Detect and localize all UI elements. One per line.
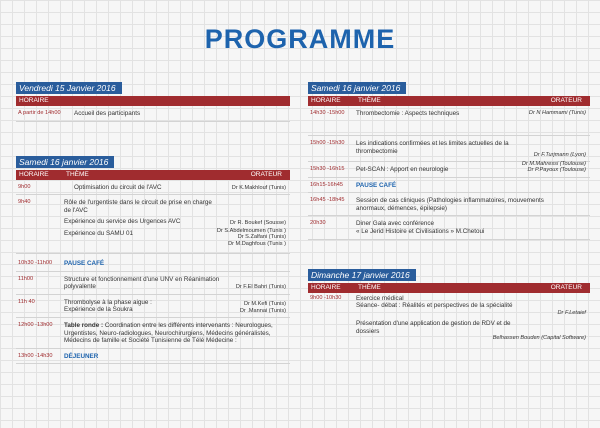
row-theme [356, 220, 570, 235]
day-section-vendredi [16, 78, 290, 122]
header-horaire: HORAIRE [19, 97, 49, 104]
row-orateur: Belhassen Bouden (Capital Software) [492, 335, 586, 342]
schedule-row [308, 106, 590, 136]
header-bar [308, 283, 590, 293]
theme-line: Thrombolyse à la phase aigue : [64, 298, 152, 306]
row-time: 16h15-16h45 [310, 181, 343, 188]
row-theme: Optimisation du circuit de l'AVC [74, 183, 162, 191]
row-time: 15h30 -16h15 [310, 166, 345, 172]
row-time: 16h45 -18h45 [310, 197, 345, 204]
row-orateur: Dr F.Turjmann (Lyon) [533, 151, 586, 158]
day-section-samedi-afternoon [308, 78, 590, 240]
row-time: 10h30 -11h00 [18, 259, 53, 266]
speaker: Dr P.Payoux (Toulouse) [527, 167, 586, 174]
sub-theme: Expérience du SAMU 01 [64, 229, 133, 237]
row-theme: Session de cas cliniques (Pathologies inflammatoires, mouvements anormaux, démences, épilepsie) [356, 197, 544, 212]
sub-orateur: Dr R. Boukef (Sousse) [230, 219, 286, 226]
speaker: Dr S.Abdelmoumen (Tunis ) [216, 227, 286, 234]
theme-line: Exercice médical [356, 294, 404, 302]
row-orateur: Dr F.Letaief [557, 309, 586, 316]
header-horaire: HORAIRE [19, 170, 49, 178]
row-theme: Les indications confirmées et les limites actuelles de la thrombectomie [356, 140, 509, 155]
row-time: 20h30 [310, 220, 326, 227]
theme-line: Diner Gala avec conférence [356, 220, 435, 228]
row-theme [356, 295, 520, 310]
header-orateur: ORATEUR [250, 170, 282, 178]
row-orateur-list [240, 301, 286, 314]
row-theme: Accueil des participants [74, 110, 141, 117]
sub-item [16, 218, 290, 226]
page-title: PROGRAMME [204, 24, 396, 54]
row-theme: PAUSE CAFÉ [64, 259, 105, 267]
schedule-row [308, 216, 590, 239]
schedule-row [308, 193, 590, 216]
sub-orateur-list [217, 228, 286, 247]
speaker: Dr M.Daghfous (Tunis ) [228, 240, 286, 247]
schedule-row [16, 106, 290, 122]
schedule-row [16, 195, 290, 254]
header-horaire: HORAIRE [311, 283, 341, 291]
row-orateur: Dr F.El Bahri (Tunis) [235, 284, 286, 291]
row-time: 11h 40 [18, 298, 35, 305]
row-theme: Structure et fonctionnement d'une UNV en Réanimation polyvalente [64, 275, 220, 291]
row-theme [64, 322, 282, 345]
day-tab: Samedi 16 janvier 2016 [308, 82, 406, 94]
schedule-row [16, 349, 290, 365]
header-horaire: HORAIRE [311, 97, 341, 104]
right-column [308, 78, 590, 345]
header-bar [16, 96, 290, 106]
schedule-row [16, 295, 290, 318]
schedule-row [16, 318, 290, 349]
header-theme: THÈME [358, 97, 381, 104]
schedule-row [308, 136, 590, 162]
theme-line: « Le Jerid Histoire et Civilisations » M.Chetoui [356, 227, 485, 235]
day-section-dimanche [308, 265, 590, 345]
sub-item [16, 227, 290, 250]
speaker: Dr M.Kefi (Tunis) [243, 301, 286, 308]
header-theme: THÈME [358, 283, 381, 291]
row-orateur: Dr K.Makhlouf (Tunis) [231, 184, 286, 191]
row-orateur: Dr N Hammami (Tunis) [528, 110, 586, 116]
speaker: Dr S.Zalfani (Tunis) [237, 234, 286, 241]
sub-theme: Expérience du service des Urgences AVC [64, 218, 181, 226]
row-theme: Pet-SCAN : Apport en neurologie [356, 166, 449, 173]
row-theme: PAUSE CAFÉ [356, 181, 397, 189]
header-theme: THÈME [66, 170, 89, 178]
speaker: Dr .Mannai (Tunis) [239, 307, 286, 314]
row-theme [64, 299, 220, 314]
row-time: A partir de 14h00 [18, 110, 61, 116]
row-time: 12h00 -13h00 [18, 321, 53, 328]
theme-line: Expérience de la Soukra [64, 306, 133, 314]
day-tab: Vendredi 15 Janvier 2016 [16, 82, 122, 94]
left-column [16, 78, 290, 364]
row-time: 15h00 -15h30 [310, 140, 345, 146]
row-theme: Rôle de l'urgentiste dans le circuit de prise en charge de l'AVC [64, 199, 212, 214]
row-time: 14h30 -15h00 [310, 110, 345, 116]
theme-line: Séance- débat : Réalités et perspectives de la spécialité [356, 302, 513, 310]
row-time: 9h40 [18, 199, 31, 206]
row-theme: Présentation d'une application de gestion de RDV et de dossiers [356, 320, 511, 335]
header-bar [308, 96, 590, 106]
row-orateur-list [522, 161, 586, 174]
schedule-row [16, 272, 290, 295]
schedule-row [16, 180, 290, 196]
schedule-row [308, 178, 590, 194]
day-tab: Samedi 16 janvier 2016 [16, 156, 114, 168]
speaker: Dr M.Mahressi (Toulouse) [521, 160, 586, 167]
table-ronde-text: Coordination entre les différents intervenants : Neurologues, Urgentistes, Neuro-radiologues, Neurochirurgiens, Médecins généralistes, Médecins de famille et Société Tunisienne de Télé Médecine : [64, 321, 273, 345]
table-ronde-label: Table ronde : [64, 321, 104, 329]
row-time: 9h00 -10h30 [310, 294, 342, 301]
row-theme: Thrombectomie : Aspects techniques [356, 110, 460, 117]
schedule-row [308, 293, 590, 345]
day-tab: Dimanche 17 janvier 2016 [308, 269, 416, 281]
header-orateur: ORATEUR [550, 283, 582, 291]
day-section-samedi [16, 152, 290, 365]
row-time: 11h00 [18, 275, 34, 282]
header-bar [16, 170, 290, 180]
row-time: 13h00 -14h30 [18, 352, 53, 359]
row-theme: DÉJEUNER [64, 352, 99, 360]
schedule-row [308, 162, 590, 178]
schedule-row [16, 256, 290, 272]
header-orateur: ORATEUR [550, 97, 582, 104]
row-time: 9h00 [18, 183, 31, 190]
